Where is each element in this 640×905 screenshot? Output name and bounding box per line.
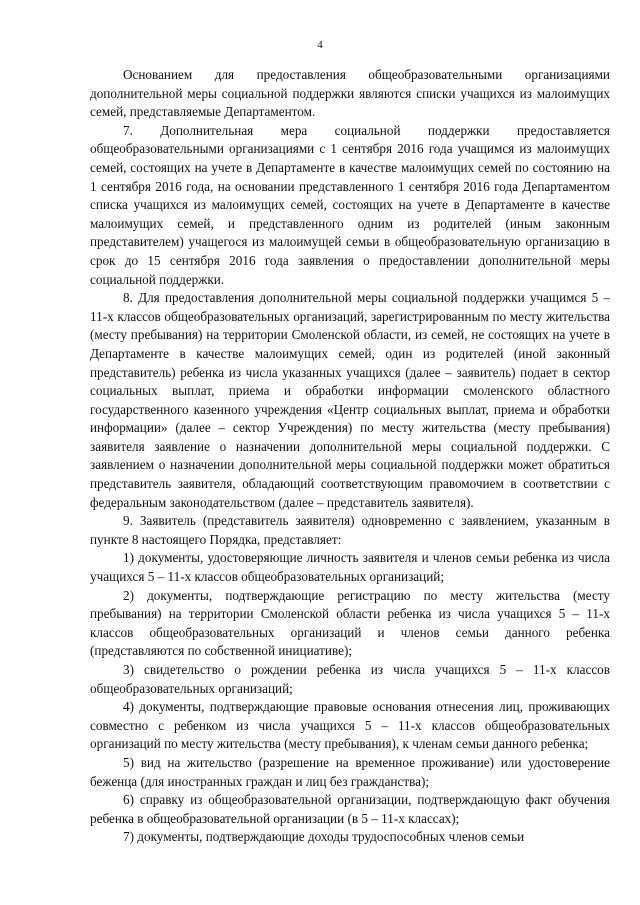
list-item-6: 6) справку из общеобразовательной организации, подтверждающую факт обучения ребенка в общеобразовательной организации (в 5 – 11-х классах); bbox=[90, 792, 610, 826]
page-number: 4 bbox=[317, 39, 323, 51]
list-item-5: 5) вид на жительство (разрешение на временное проживание) или удостоверение беженца (для иностранных граждан и лиц без гражданства); bbox=[90, 754, 610, 789]
paragraph-7: 7. Дополнительная мера социальной поддержки предоставляется общеобразовательными организациями с 1 сентября 2016 года учащимся из малоимущих семей, состоящих на учете в Департаменте в качестве малоимущих семей по состоянию на 1 сентября 2016 года, на основании представленного 1 сентября 2016 года Департаментом списка учащихся из малоимущих семей, состоящих на учете в Департаменте в качестве малоимущих семей, и представленного одним из родителей (иным законным представителем) учащегося из малоимущей семьи в общеобразовательную организацию в срок до 15 сентября 2016 года заявления о предоставлении дополнительной меры социальной поддержки. bbox=[90, 122, 610, 287]
paragraph-9: 9. Заявитель (представитель заявителя) одновременно с заявлением, указанным в пункте 8 настоящего Порядка, представляет: bbox=[90, 513, 610, 547]
list-item-4: 4) документы, подтверждающие правовые основания отнесения лиц, проживающих совместно с ребенком из числа учащихся 5 – 11-х классов общеобразовательных организаций по месту жительства (месту пребывания), к членам семьи данного ребенка; bbox=[90, 699, 610, 752]
list-item-3: 3) свидетельство о рождении ребенка из числа учащихся 5 – 11-х классов общеобразовательных организаций; bbox=[90, 662, 610, 696]
paragraph-8: 8. Для предоставления дополнительной меры социальной поддержки учащимся 5 – 11-х классов общеобразовательных организаций, зарегистрированным по месту жительства (месту пребывания) на территории Смоленской области, из семей, не состоящих на учете в Департаменте в качестве малоимущих семей, один из родителей (иной законный представитель) ребенка из числа указанных учащихся (далее – заявитель) подает в сектор социальных выплат, приема и обработки информации смоленского областного государственного казенного учреждения «Центр социальных выплат, приема и обработки информации» (далее – сектор Учреждения) по месту жительства (месту пребывания) заявителя заявление о назначении дополнительной меры социальной поддержки. С заявлением о назначении дополнительной меры социальной поддержки может обратиться представитель заявителя, обладающий соответствующим правомочием в соответствии с федеральным законодательством (далее – представитель заявителя). bbox=[90, 290, 610, 510]
document-body bbox=[90, 66, 610, 847]
paragraph-basis: Основанием для предоставления общеобразовательными организациями дополнительной меры социальной поддержки являются списки учащихся из малоимущих семей, представляемые Департаментом. bbox=[90, 67, 610, 120]
list-item-7: 7) документы, подтверждающие доходы трудоспособных членов семьи bbox=[123, 829, 525, 845]
list-item-1: 1) документы, удостоверяющие личность заявителя и членов семьи ребенка из числа учащихся 5 – 11-х классов общеобразовательных организаций; bbox=[90, 550, 610, 585]
list-item-2: 2) документы, подтверждающие регистрацию по месту жительства (месту пребывания) на территории Смоленской области ребенка из числа учащихся 5 – 11-х классов общеобразовательных организаций и членов семьи данного ребенка (представляются по собственной инициативе); bbox=[90, 587, 610, 659]
